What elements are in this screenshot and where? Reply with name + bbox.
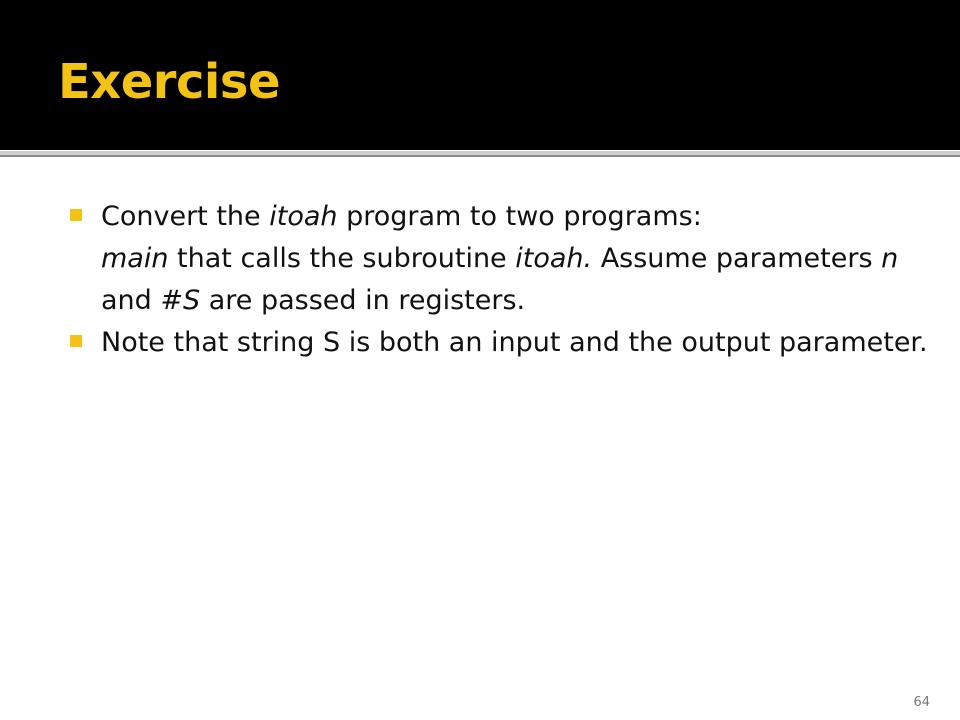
text-segment: program to two programs: — [337, 201, 702, 232]
square-bullet-icon — [70, 335, 82, 347]
bullet-text-0 — [101, 201, 898, 316]
title-divider-dark — [0, 155, 960, 157]
italic-segment: #S — [160, 285, 201, 316]
text-segment: Convert the — [101, 201, 270, 232]
italic-segment: n — [881, 243, 899, 274]
text-segment: Assume parameters — [592, 243, 882, 274]
bullet-text-1: Note that string S is both an input and the output parameter. — [101, 327, 928, 358]
italic-segment: itoah — [269, 201, 338, 232]
bullet-item — [68, 322, 928, 364]
bullet-list — [68, 196, 928, 364]
text-segment: and — [101, 285, 161, 316]
italic-segment: main — [101, 243, 169, 274]
slide-title: Exercise — [58, 54, 281, 110]
text-segment: that calls the subroutine — [168, 243, 516, 274]
text-segment: are passed in registers. — [200, 285, 526, 316]
bullet-item — [68, 196, 928, 322]
title-bar — [0, 0, 960, 150]
slide-number: 64 — [913, 695, 930, 710]
italic-segment: itoah. — [515, 243, 593, 274]
square-bullet-icon — [70, 209, 82, 221]
